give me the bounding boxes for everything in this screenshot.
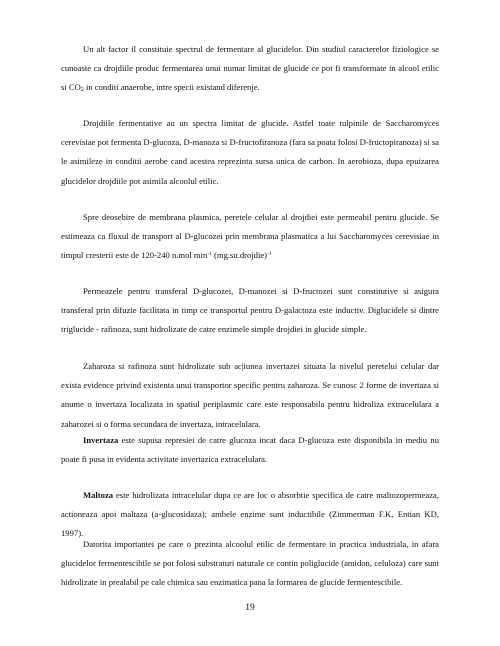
paragraph-permeases xyxy=(61,282,439,340)
paragraph-industrial-importance xyxy=(61,535,439,593)
superscript-minus-1: -1 xyxy=(207,251,212,258)
superscript-minus-1: -1 xyxy=(267,251,272,258)
paragraph-fermentative-yeasts xyxy=(61,114,439,191)
paragraph-text: este supusa represiei de catre glucoza incat daca D-glucoza este disponibila in mediu nu poate fi pusa in evidenta activitate invertazica extracelulara. xyxy=(61,435,439,465)
paragraph-text-end: in conditi anaerobe, intre specii existand diferenje. xyxy=(83,82,260,93)
paragraph-text: Un alt factor il constituie spectrul de fermentare al glucidelor. Din studiul caracterelor fiziologice se cunoaste ca drojdiile produc fermentarea unui numar limitat de glucide ce pot fi transformate in alcool etilic si CO xyxy=(61,44,439,93)
term-maltoza: Maltoza xyxy=(83,490,114,500)
term-invertaza: Invertaza xyxy=(83,435,119,445)
paragraph-text: Spre deosebire de membrana plasmica, peretele celular al drojdiei este permeabil pentru glucide. Se estimeaza ca fluxul de transport al D-glucozei prin membrana plasmatica a lui Saccharomyces cerevisiae in timpul cresterii este de 120-240 n.mol min xyxy=(61,212,439,261)
page-number: 19 xyxy=(245,603,255,613)
paragraph-spectrum-fermentation xyxy=(61,40,439,98)
paragraph-text: este hidrolizata intracelular dupa ce are loc o absorbtie specifica de catre maltozopermeaza, actioneaza apoi maltaza (a-glucosidaza); ambele enzime sunt inductibile (Zimmerman F.K, Entian KD, 1997). xyxy=(61,490,439,539)
paragraph-text: Drojdiile fermentative au un spectra limitat de glucide. Astfel toate tulpinile de Saccharomyces cerevisiae pot fermenta D-glucoza, D-manoza si D-fructofiranoza (fara sa poata folosi D-fructopiranoza) si sa le asimileze in conditii aerobe cand acestea reprezinta sursa unica de carbon. In aerobioza, dupa epuizarea glucidelor drojdiile pot asimila alcoolul etilic. xyxy=(61,118,439,186)
paragraph-sucrose-raffinose xyxy=(61,357,439,434)
paragraph-text-middle: (mg.su.drojdie) xyxy=(211,250,268,261)
paragraph-text: Permeazele pentru transferal D-glucozei, D-manozei si D-fructozei sunt constitutive si asigura transferal prin difuzie facilitata in timp ce transportul pentru D-galactoza este inductiv. Diglucidele si dintre triglucide - rafinoza, sunt hidrolizate de catre enzimele simple drojdiei in glucide simple. xyxy=(61,286,439,335)
paragraph-text: Datorita importantei pe care o prezinta alcoolul etilic de fermentare in practica industriala, in afara glucidelor fermentescibile se pot folosi substraturi naturale ce contin poliglucide (amidon, celuloza) care sunt hidrolizate in prealabil pe cale chimica sau enzimatica pana la formarea de glucide fermentescibile. xyxy=(61,539,439,588)
paragraph-cell-wall xyxy=(61,208,439,266)
paragraph-text: Zaharoza si rafinoza sunt hidrolizate sub ac|iunea invertazei situata la nivelul peretelui celular dar exista evidence privind existenta unui transportor specific pentru zaharoza. Se cunosc 2 forme de invertaza si anume o invertaza localizata in spatiul periplasmic care este responsabila pentru hidroliza extracelulara a zaharozei si o forma secundara de invertaza, intracelulara. xyxy=(61,361,439,429)
subscript-2: 2 xyxy=(80,87,84,94)
paragraph-invertase xyxy=(61,431,439,469)
